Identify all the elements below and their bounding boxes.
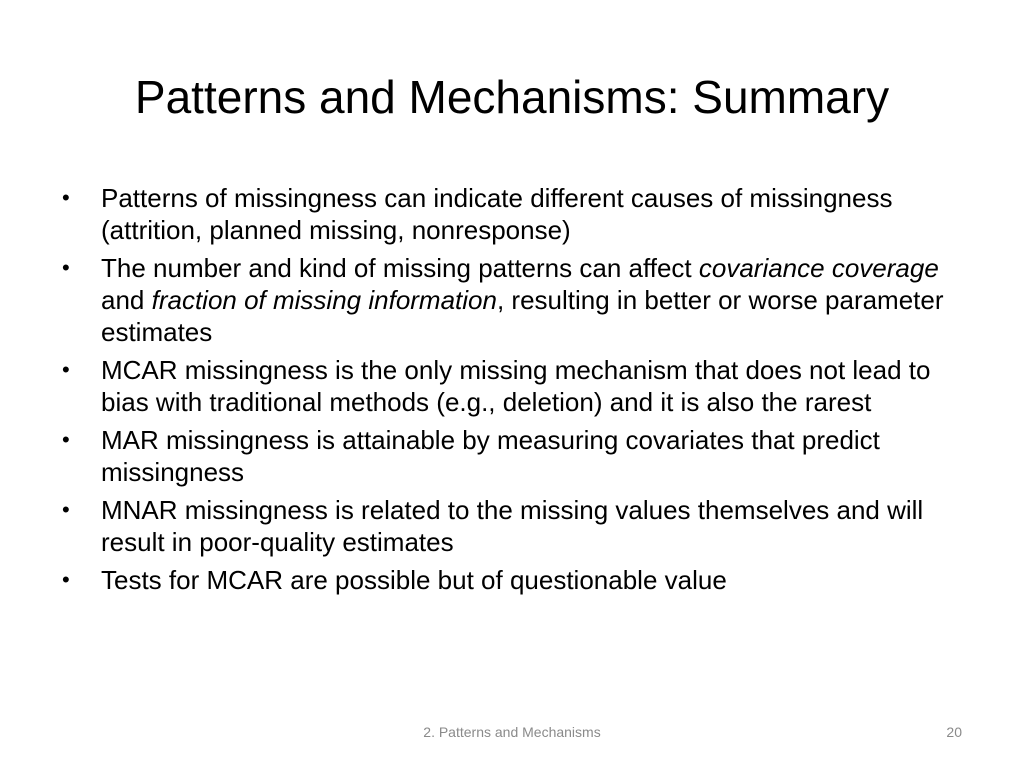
bullet-item <box>60 564 975 596</box>
page-number: 20 <box>946 724 962 740</box>
bullet-text <box>101 355 930 417</box>
bullet-text-emphasis: covariance coverage <box>698 253 939 283</box>
bullet-item <box>60 494 975 558</box>
bullet-list <box>60 182 975 602</box>
bullet-dot-icon: • <box>62 357 70 382</box>
bullet-text-emphasis: fraction of missing information <box>151 285 497 315</box>
bullet-text-segment: and <box>101 285 152 315</box>
bullet-text <box>101 565 727 595</box>
bullet-dot-icon: • <box>62 497 70 522</box>
bullet-item <box>60 252 975 348</box>
bullet-item <box>60 354 975 418</box>
bullet-text-segment: MCAR missingness is the only missing mechanism that does not lead to bias with traditional methods (e.g., deletion) and it is also the rarest <box>101 355 931 417</box>
bullet-text-segment: MNAR missingness is related to the missing values themselves and will result in poor-quality estimates <box>101 495 924 557</box>
bullet-text <box>101 425 880 487</box>
bullet-text-segment: Patterns of missingness can indicate different causes of missingness (attrition, planned missing, nonresponse) <box>101 183 893 245</box>
bullet-text-segment: MAR missingness is attainable by measuring covariates that predict missingness <box>101 425 880 487</box>
slide-title: Patterns and Mechanisms: Summary <box>134 71 890 123</box>
bullet-dot-icon: • <box>62 427 70 452</box>
bullet-text-segment: Tests for MCAR are possible but of questionable value <box>101 565 727 595</box>
bullet-dot-icon: • <box>62 255 70 280</box>
bullet-item <box>60 182 975 246</box>
bullet-dot-icon: • <box>62 185 70 210</box>
bullet-text-segment: , resulting in better or worse parameter estimates <box>101 285 944 347</box>
footer-section-label: 2. Patterns and Mechanisms <box>423 724 601 740</box>
bullet-item <box>60 424 975 488</box>
bullet-dot-icon: • <box>62 567 70 592</box>
bullet-text <box>101 183 892 245</box>
bullet-text-segment: The number and kind of missing patterns can affect <box>101 253 699 283</box>
bullet-text <box>101 495 923 557</box>
bullet-text <box>101 253 944 347</box>
